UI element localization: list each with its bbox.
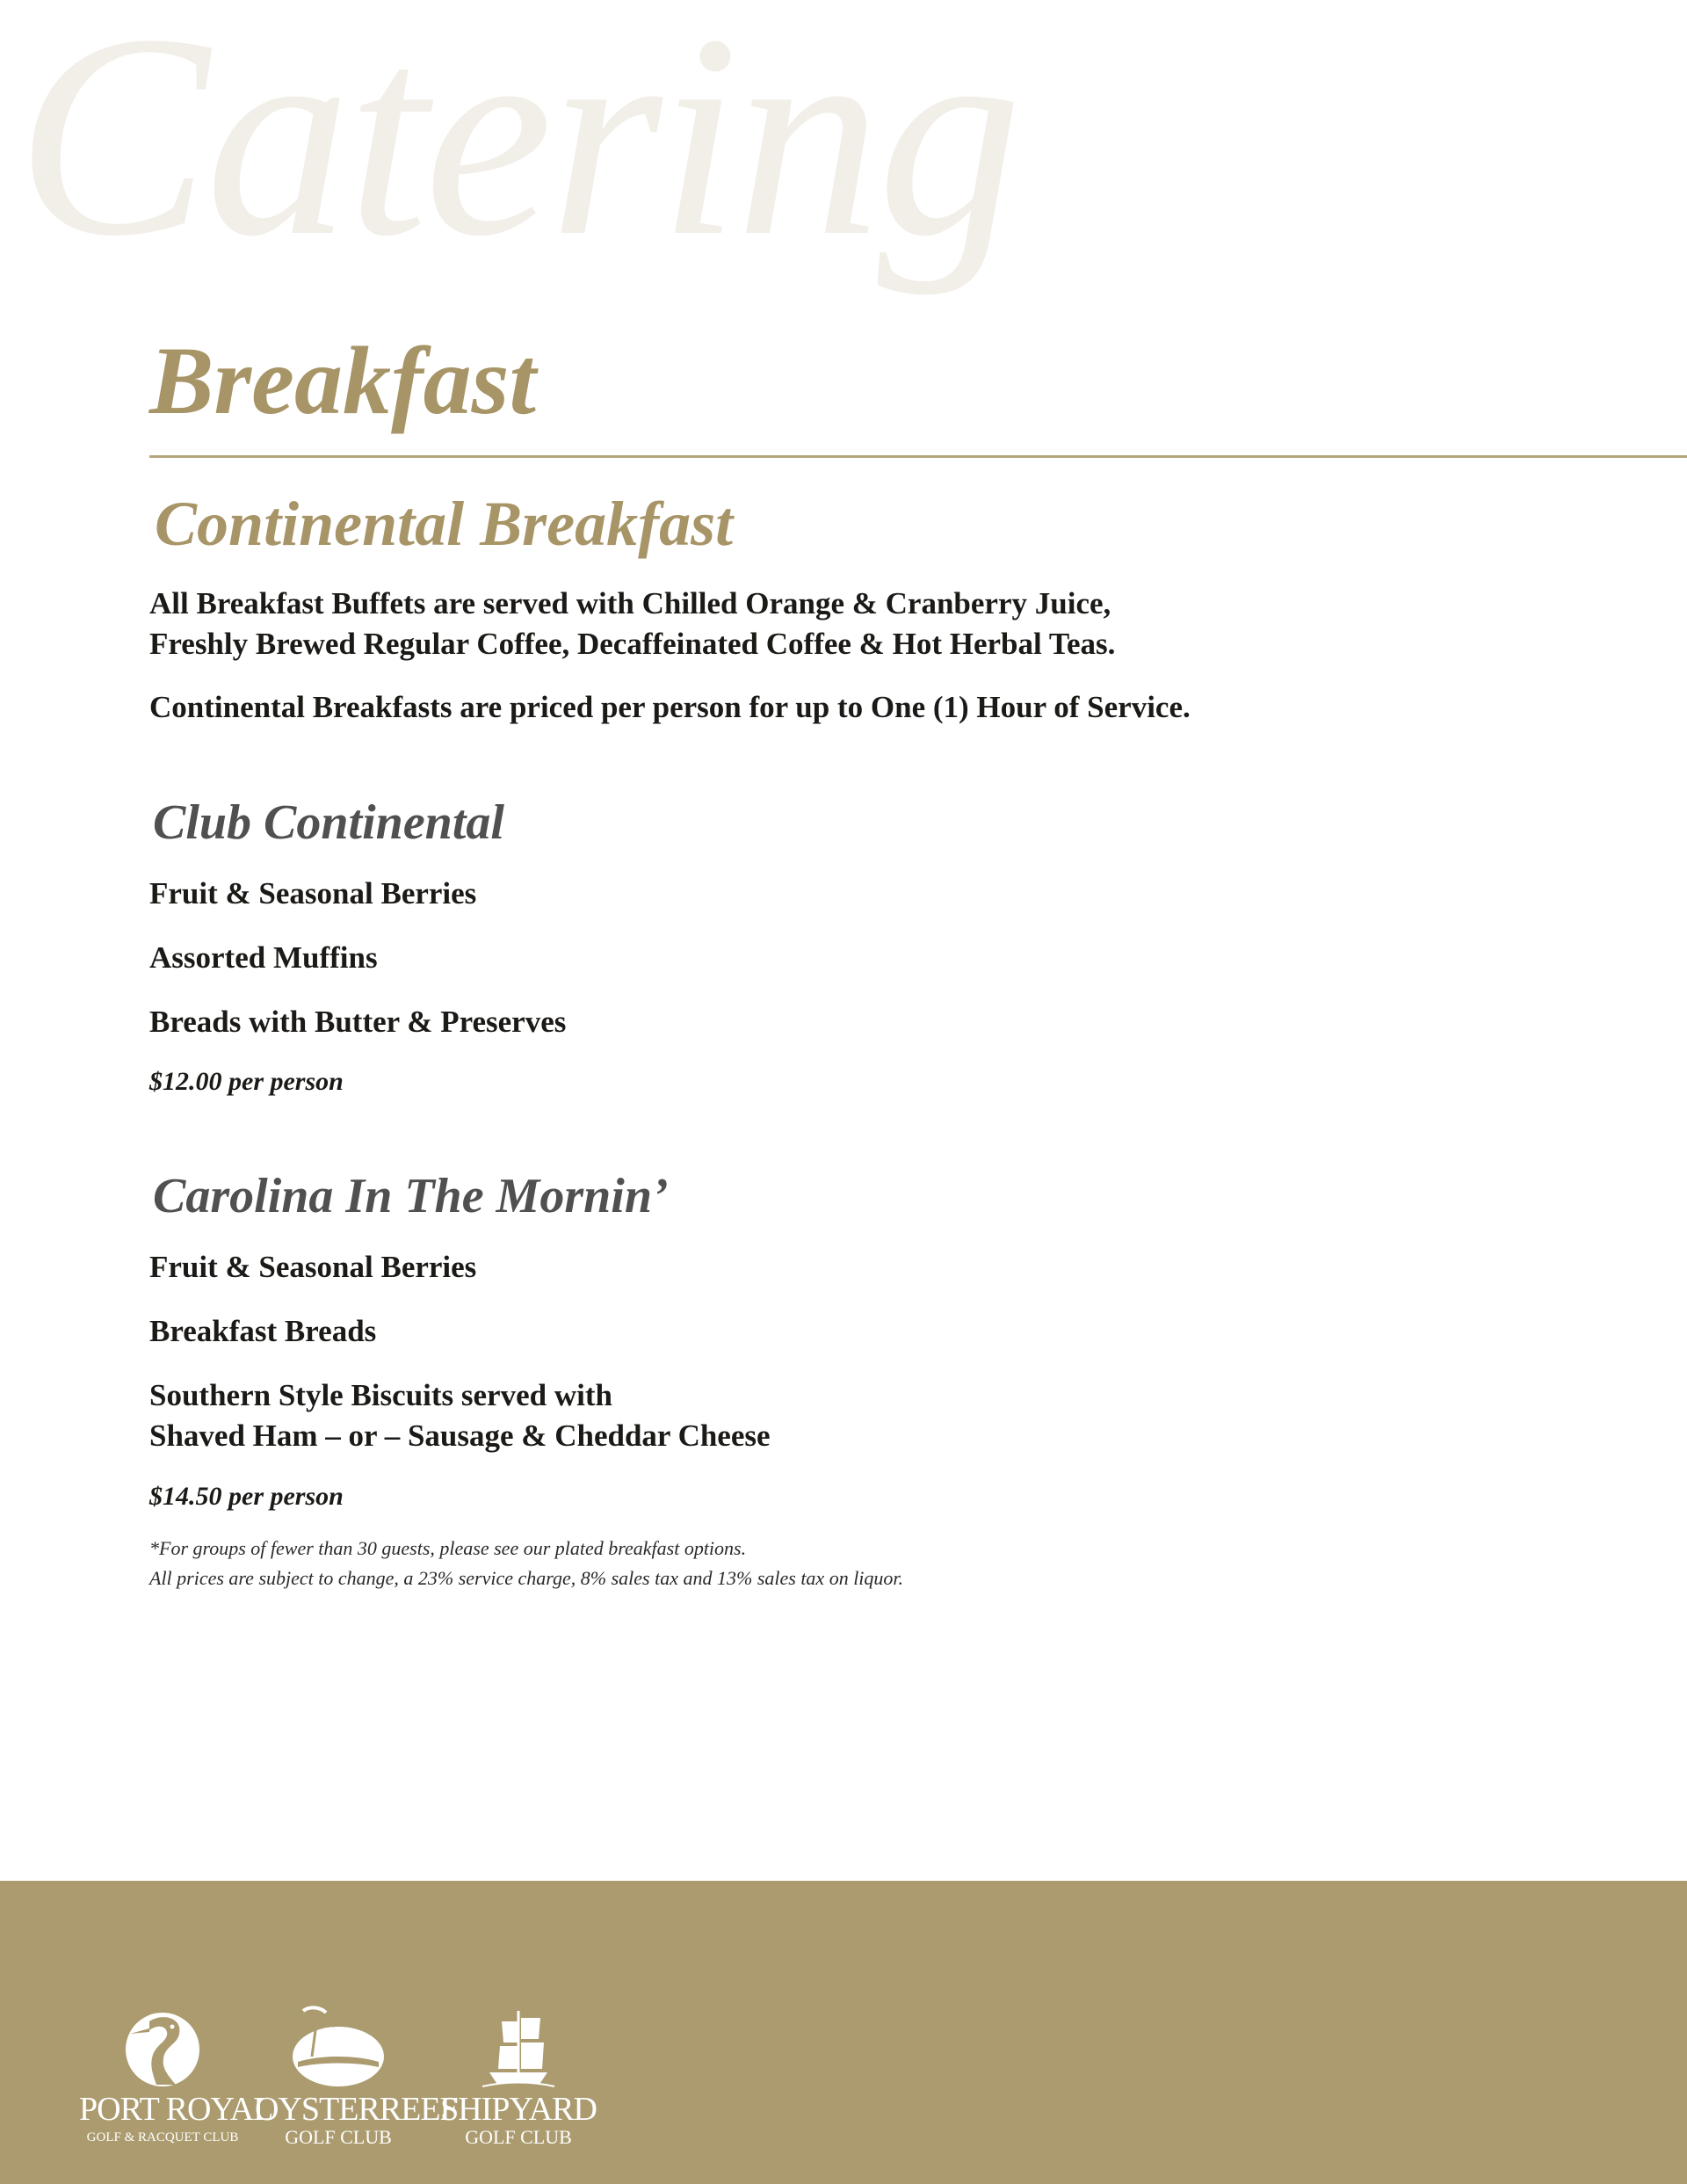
shipyard-logo	[435, 2004, 602, 2148]
menu-title-carolina-in-the-mornin: Carolina In The Mornin’	[153, 1169, 669, 1223]
intro-line-1: All Breakfast Buffets are served with Chilled Orange & Cranberry Juice,	[149, 586, 1111, 620]
heron-icon	[114, 2004, 211, 2092]
logo-subtitle: GOLF CLUB	[465, 2126, 572, 2148]
footer-band	[0, 1881, 1687, 2184]
menu-item: Assorted Muffins	[149, 940, 378, 975]
menu-price: $12.00 per person	[149, 1067, 344, 1096]
pricing-note: Continental Breakfasts are priced per person for up to One (1) Hour of Service.	[149, 690, 1191, 724]
menu-item: Shaved Ham – or – Sausage & Cheddar Cheese	[149, 1419, 771, 1453]
logo-subtitle: GOLF CLUB	[285, 2126, 392, 2148]
footnote-groups: *For groups of fewer than 30 guests, please see our plated breakfast options.	[149, 1537, 747, 1559]
menu-item: Breads with Butter & Preserves	[149, 1005, 567, 1039]
logo-name: SHIPYARD	[440, 2091, 597, 2128]
catering-watermark: Catering	[16, 0, 1019, 296]
logo-name: OYSTERREEF	[255, 2091, 458, 2128]
page-title: Breakfast	[149, 327, 536, 434]
logo-name: PORT ROYAL	[79, 2091, 273, 2128]
menu-price: $14.50 per person	[149, 1482, 344, 1511]
sailing-ship-icon	[470, 2004, 567, 2092]
intro-line-2: Freshly Brewed Regular Coffee, Decaffeinated Coffee & Hot Herbal Teas.	[149, 627, 1116, 661]
menu-item: Fruit & Seasonal Berries	[149, 876, 477, 911]
oyster-reef-logo	[255, 2004, 458, 2148]
menu-item: Fruit & Seasonal Berries	[149, 1250, 477, 1284]
title-divider	[149, 455, 1687, 458]
port-royal-logo	[79, 2004, 273, 2148]
logo-subtitle: GOLF & RACQUET CLUB	[86, 2130, 239, 2144]
menu-item: Breakfast Breads	[149, 1314, 377, 1348]
menu-item: Southern Style Biscuits served with	[149, 1378, 612, 1412]
menu-title-club-continental: Club Continental	[153, 795, 504, 850]
section-title: Continental Breakfast	[155, 489, 734, 559]
footnote-prices: All prices are subject to change, a 23% service charge, 8% sales tax and 13% sales tax on liquor.	[149, 1567, 904, 1589]
island-palm-icon	[286, 2004, 391, 2092]
